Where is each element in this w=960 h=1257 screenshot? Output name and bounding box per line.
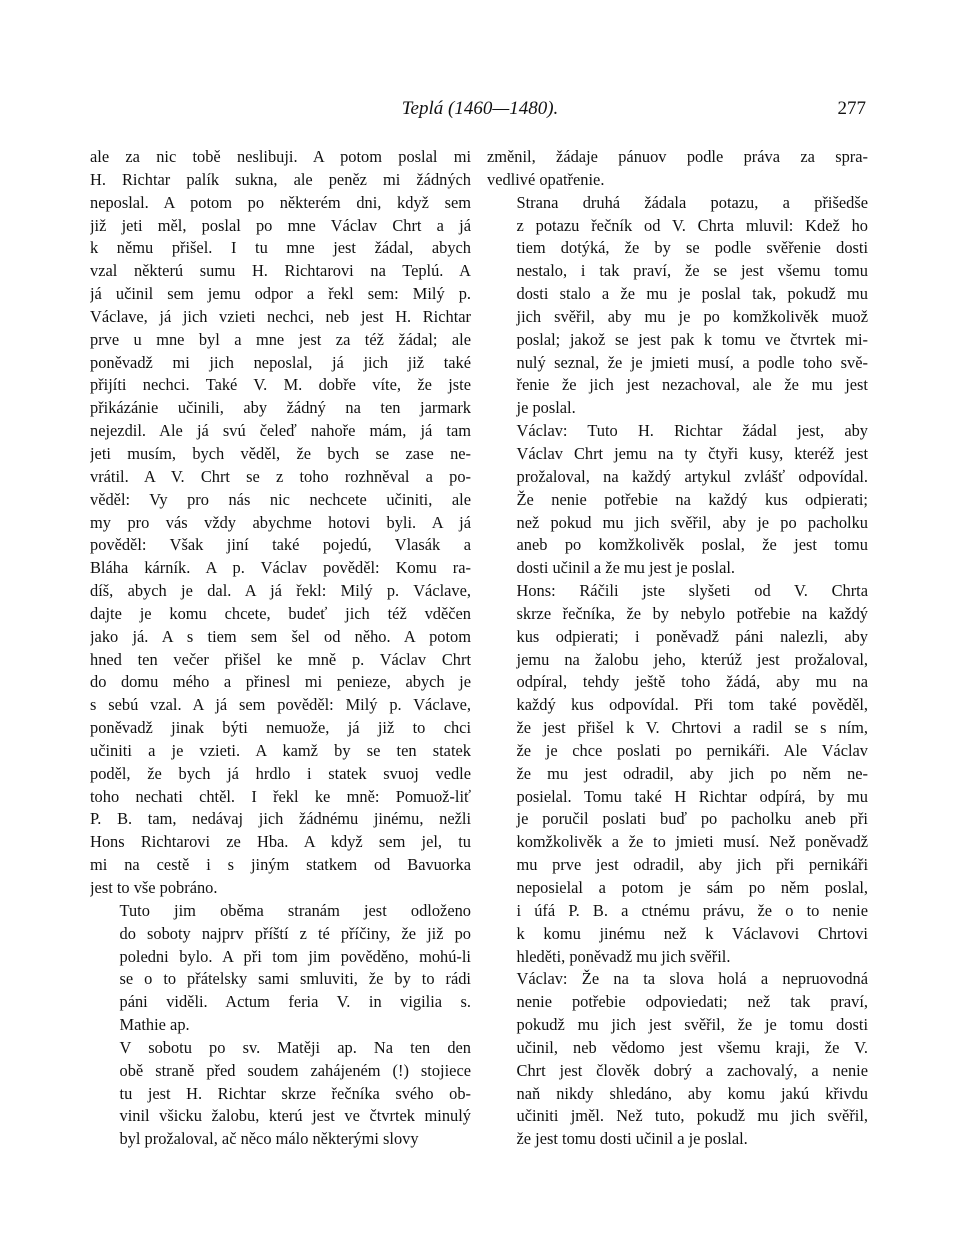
text-line: odpíral, tehdy ještě toho žádá, aby mu na [516, 672, 868, 692]
text-line: páni viděli. Actum feria V. in vigilia s. [119, 992, 471, 1012]
text-line: ale za nic tobě neslibuji. A potom poslal mi [90, 147, 471, 166]
text-line: že mu jest odradil, aby jich po něm ne- [516, 763, 868, 783]
text-line: řenie že jich jest nezachoval, ale že mu jest [516, 375, 868, 395]
text-line: dajte je komu chcete, budeť jich též vděčen [90, 603, 471, 623]
text-line: mi na cestě i s jiným statkem od Bavuorka [90, 855, 471, 875]
text-line: mu prve jest odradil, aby jich při pernikáři [516, 855, 868, 875]
text-line: poděl, že bych já hrdlo i statek svuoj vedle [90, 763, 471, 783]
text-line: že jest přišel k V. Chrtovi a radil se s ním, [516, 718, 868, 738]
paragraph [487, 968, 868, 1151]
text-line: prožaloval, na každý artykul zvlášť odpovídal. [516, 466, 868, 486]
text-line: učinil, neb vědomo jest všemu kraji, že V. [516, 1037, 868, 1057]
text-line: naň nikdy shledáno, aby komu jakú křivdu [516, 1083, 868, 1103]
text-line: pověděl: Však jiní také pojedú, Vlasák a [90, 535, 471, 555]
text-line: vrátil. A V. Chrt se z toho rozhněval a po- [90, 466, 471, 486]
text-line: prve u mne byl a mne jest za též žádal; ale [90, 329, 471, 349]
text-line: s sebú vzal. A já sem pověděl: Milý p. Václave, [90, 695, 471, 715]
text-line: každý kus odpovídal. Při tom také pověděl, [516, 695, 868, 715]
text-line: Václav: Že na ta slova holá a nepruovodná [516, 969, 868, 989]
text-line: hned ten večer přišel ke mně p. Václav Chrt [90, 649, 471, 669]
text-line: Václav Chrt jemu na ty čtyři kusy, kteréž jest [516, 443, 868, 463]
text-line: díš, abych je dal. A já řekl: Milý p. Václave, [90, 581, 471, 601]
text-line: Václav: Tuto H. Richtar žádal jest, aby [516, 421, 868, 441]
text-line: vedlivé opatřenie. [487, 169, 605, 189]
paragraph [487, 146, 868, 192]
text-line: nenie potřebie odpoviedati; než tak praví, [516, 992, 868, 1012]
text-line: poněvadž mi jich neposlal, já jich již také [90, 352, 471, 372]
text-line: aneb po komžkolivěk poslal, že jest tomu [516, 535, 868, 555]
text-line: jest to vše pobráno. [90, 878, 218, 897]
text-line: jeti musím, bych věděl, že bych se zase ne- [90, 443, 471, 463]
right-column [487, 146, 868, 1151]
text-line: jemu na žalobu jeho, kterúž jest prožaloval, [516, 649, 868, 669]
text-line: já učinil sem jemu odpor a řekl sem: Milý p. [90, 284, 471, 304]
paragraph [487, 580, 868, 968]
text-line: Chrt jest člověk dobrý a zachovalý, a nenie [516, 1060, 868, 1080]
text-line: tiem dotýká, že by se podle svěřenie dosti [516, 238, 868, 258]
text-line: neposlal. A potom po některém dni, když sem [90, 192, 471, 212]
text-line: učiniti a je vzieti. A kamž by se ten statek [90, 740, 471, 760]
text-line: učiniti jměl. Než tuto, pokudž mu jich svěřil, [516, 1106, 868, 1126]
text-line: změnil, žádaje pánuov podle práva za spra- [487, 147, 868, 166]
text-line: Tuto jim oběma stranám jest odloženo [119, 900, 471, 920]
text-line: komžkolivěk a že to jmieti musí. Než poněvadž [516, 832, 868, 852]
text-line: věděl: Vy pro nás nic nechcete učiniti, ale [90, 489, 471, 509]
text-line: dosti stalo a že mu je poslal tak, pokudž mu [516, 284, 868, 304]
text-line: tu jest H. Richtar skrze řečníka svého ob- [119, 1083, 471, 1103]
text-line: H. Richtar palík sukna, ale peněz mi žádných [90, 169, 471, 189]
paragraph [90, 146, 471, 900]
text-line: do domu mého a přinesl mi penieze, abych je [90, 672, 471, 692]
text-line: jich svěřil, aby mu je po komžkolivěk muož [516, 306, 868, 326]
text-line: vinil všicku žalobu, kterú jest ve čtvrtek minulý [119, 1106, 471, 1126]
text-line: i úfá P. B. a ctnému právu, že o to nenie [516, 900, 868, 920]
text-line: než pokud mu jich svěřil, aby je po pacholku [516, 512, 868, 532]
text-line: P. B. tam, nedávaj jich žádnému jinému, nežli [90, 809, 471, 829]
text-line: V sobotu po sv. Matěji ap. Na ten den [119, 1037, 471, 1057]
text-line: k komu jinému než k Václavovi Chrtovi [516, 923, 868, 943]
text-line: Hons: Ráčili jste slyšeti od V. Chrta [516, 581, 868, 601]
text-line: poslal; jakož se jest pak k tomu ve čtvrtek mi- [516, 329, 868, 349]
paragraph [487, 420, 868, 580]
text-line: jako já. A s tiem sem šel od něho. A potom [90, 626, 471, 646]
text-line: přijíti nechci. Také V. M. dobře víte, že jste [90, 375, 471, 395]
text-line: vzal některú sumu H. Richtarovi na Teplú. A [90, 261, 471, 281]
page-header [90, 98, 870, 128]
text-line: do soboty najprv příští z té příčiny, že již po [119, 923, 471, 943]
text-line: je poslal. [516, 398, 576, 418]
text-line: hleděti, poněvadž mu jich svěřil. [516, 946, 731, 966]
text-line: Že nenie potřebie na každý kus odpierati; [516, 489, 868, 509]
paragraph [90, 900, 471, 1037]
paragraph [90, 1037, 471, 1151]
text-line: dosti učinil a že mu jest je poslal. [516, 558, 736, 578]
text-line: skrze řečníka, že by nebylo potřebie na každý [516, 603, 868, 623]
text-line: poněvadž jinak býti nemuože, já již to chci [90, 718, 471, 738]
text-line: kus odpierati; i poněvadž páni nalezli, aby [516, 626, 868, 646]
text-line: toho nechati chtěl. I řekl ke mně: Pomuož-liť [90, 786, 471, 806]
text-line: my pro vás vždy abychme hotovi byli. A já [90, 512, 471, 532]
text-line: nulý seznal, že je jmieti musí, a podle toho svě- [516, 352, 868, 372]
running-title: Teplá (1460—1480). [401, 98, 559, 119]
text-line: je poručil poslati buď po pacholku aneb při [516, 809, 868, 829]
text-line: nejezdil. Ale já svú čeleď nahoře mám, já tam [90, 421, 471, 441]
text-line: již jeti měl, poslal po mne Václav Chrt a já [90, 215, 471, 235]
text-line: že je chce poslati po pernikáři. Ale Václav [516, 740, 868, 760]
text-line: Hons Richtarovi ze Hba. A když sem jel, tu [90, 832, 471, 852]
paragraph [487, 192, 868, 420]
text-line: obě straně před soudem zahájeném (!) stojiece [119, 1060, 471, 1080]
text-line: Mathie ap. [119, 1015, 190, 1035]
text-line: neposielal a potom je sám po něm poslal, [516, 878, 868, 897]
text-line: že jest tomu dosti učinil a je poslal. [516, 1129, 748, 1149]
text-line: k němu přišel. I tu mne jest žádal, abych [90, 238, 471, 258]
text-line: přikázánie učinili, aby žádný na ten jarmark [90, 398, 471, 418]
text-line: Václave, já jich vzieti nechci, neb jest H. Richtar [90, 306, 471, 326]
text-line: Strana druhá žádala potazu, a přišedše [516, 192, 868, 212]
text-line: pokudž mu jich jest svěřil, že je tomu dosti [516, 1015, 868, 1035]
text-line: Bláha kárník. A p. Václav pověděl: Komu ra- [90, 558, 471, 578]
text-line: posielal. Tomu také H Richtar odpírá, by mu [516, 786, 868, 806]
text-line: se o to přátelsky sami smluviti, že by to rádi [119, 969, 471, 989]
text-line: byl prožaloval, ač něco málo některými slovy [119, 1129, 419, 1149]
page-number: 277 [837, 98, 866, 119]
text-line: z potazu řečník od V. Chrta mluvil: Kdež ho [516, 215, 868, 235]
text-line: nestalo, i tak praví, že se jest všemu tomu [516, 261, 868, 281]
left-column [90, 146, 471, 1151]
text-line: poledni bylo. A při tom jim pověděno, mohú-li [119, 946, 471, 966]
